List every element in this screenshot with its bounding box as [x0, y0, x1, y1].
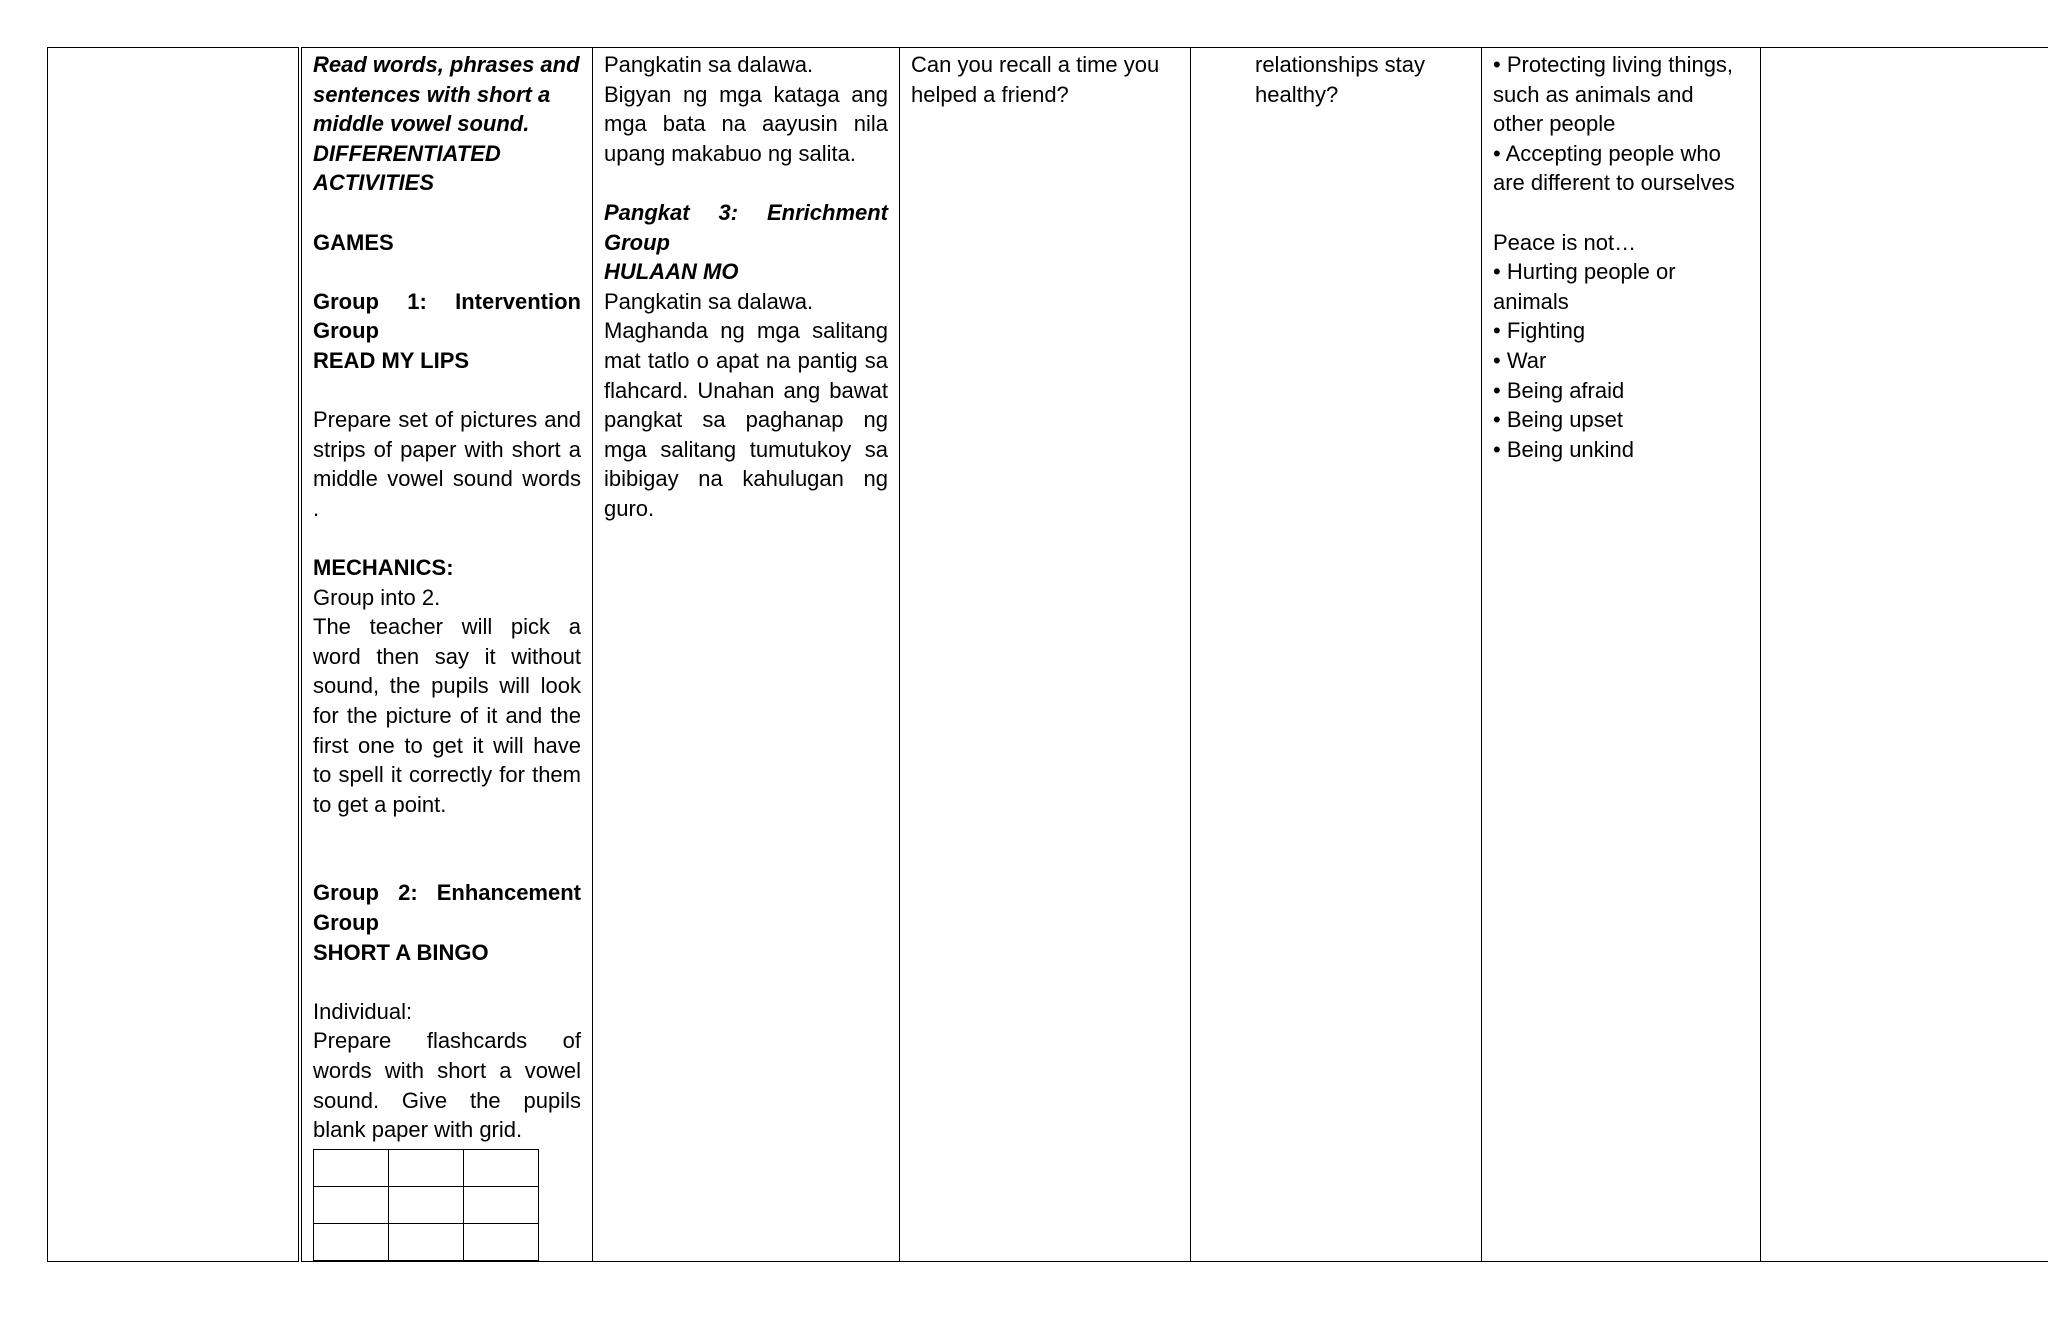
bingo-cell — [389, 1186, 464, 1223]
recall-question-cell — [900, 48, 1191, 1262]
recall-question: Can you recall a time you helped a friend? — [911, 52, 1160, 107]
filipino-line1: Pangkatin sa dalawa. — [604, 52, 814, 77]
mechanics-heading: MECHANICS: — [313, 555, 454, 581]
group2-title: Group 2: Enhancement Group — [313, 880, 581, 936]
group1-title: Group 1: Intervention Group — [313, 288, 581, 344]
group2-name: SHORT A BINGO — [313, 939, 489, 965]
empty-cell-right — [1761, 48, 2048, 1262]
relationships-text: relationships stay healthy? — [1255, 52, 1425, 107]
group1-name: READ MY LIPS — [313, 347, 470, 373]
mechanics-line: Group into 2. — [313, 584, 441, 610]
empty-cell-left — [48, 48, 301, 1262]
filipino-line2: Pangkatin sa dalawa. — [604, 288, 814, 314]
individual-label: Individual: — [313, 998, 413, 1024]
peace-is-not-item: • Hurting people or animals — [1493, 259, 1676, 314]
bingo-cell — [464, 1186, 539, 1223]
bingo-cell — [464, 1149, 539, 1186]
objective-heading: Read words, phrases and sentences with short a middle vowel sound. — [313, 52, 580, 137]
peace-is-not-item: • Being unkind — [1493, 436, 1635, 462]
group3-name: HULAAN MO — [604, 259, 739, 285]
peace-is-item: • Accepting people who are different to ourselves — [1493, 140, 1735, 196]
mechanics-description: The teacher will pick a word then say it without sound, the pupils will look for the picture of it and the first one to get it will have to spell it correctly for them to get a point. — [313, 614, 581, 817]
bingo-cell — [314, 1186, 389, 1223]
peace-is-not-heading: Peace is not… — [1493, 229, 1637, 255]
peace-cell — [1482, 48, 1761, 1262]
lesson-plan-table — [47, 47, 2048, 1262]
peace-is-not-item: • Fighting — [1493, 318, 1586, 344]
relationships-cell — [1191, 48, 1482, 1262]
filipino-para1: Bigyan ng mga kataga ang mga bata na aayusin nila upang makabuo ng salita. — [604, 81, 888, 166]
bingo-cell — [389, 1149, 464, 1186]
bingo-cell — [314, 1223, 389, 1260]
bingo-cell — [389, 1223, 464, 1260]
peace-is-not-item: • Being upset — [1493, 407, 1624, 433]
peace-is-not-item: • War — [1493, 347, 1547, 373]
differentiated-heading: DIFFERENTIATED ACTIVITIES — [313, 140, 501, 196]
filipino-activities-cell — [593, 48, 900, 1262]
bingo-cell — [464, 1223, 539, 1260]
group3-title: Pangkat 3: Enrichment Group — [604, 199, 888, 255]
group2-description: Prepare flashcards of words with short a vowel sound. Give the pupils blank paper with grid. — [313, 1028, 581, 1143]
activities-cell — [300, 48, 593, 1262]
filipino-para2: Maghanda ng mga salitang mat tatlo o apat na pantig sa flahcard. Unahan ang bawat pangkat sa paghanap ng mga salitang tumutukoy sa ibibigay na kahulugan ng guro. — [604, 318, 888, 521]
peace-is-not-item: • Being afraid — [1493, 377, 1625, 403]
peace-is-item: • Protecting living things, such as animals and other people — [1493, 52, 1734, 137]
table-row — [48, 48, 2048, 1262]
bingo-cell — [314, 1149, 389, 1186]
bingo-grid — [313, 1149, 539, 1261]
games-heading: GAMES — [313, 229, 394, 255]
group1-description: Prepare set of pictures and strips of paper with short a middle vowel sound words . — [313, 407, 581, 521]
